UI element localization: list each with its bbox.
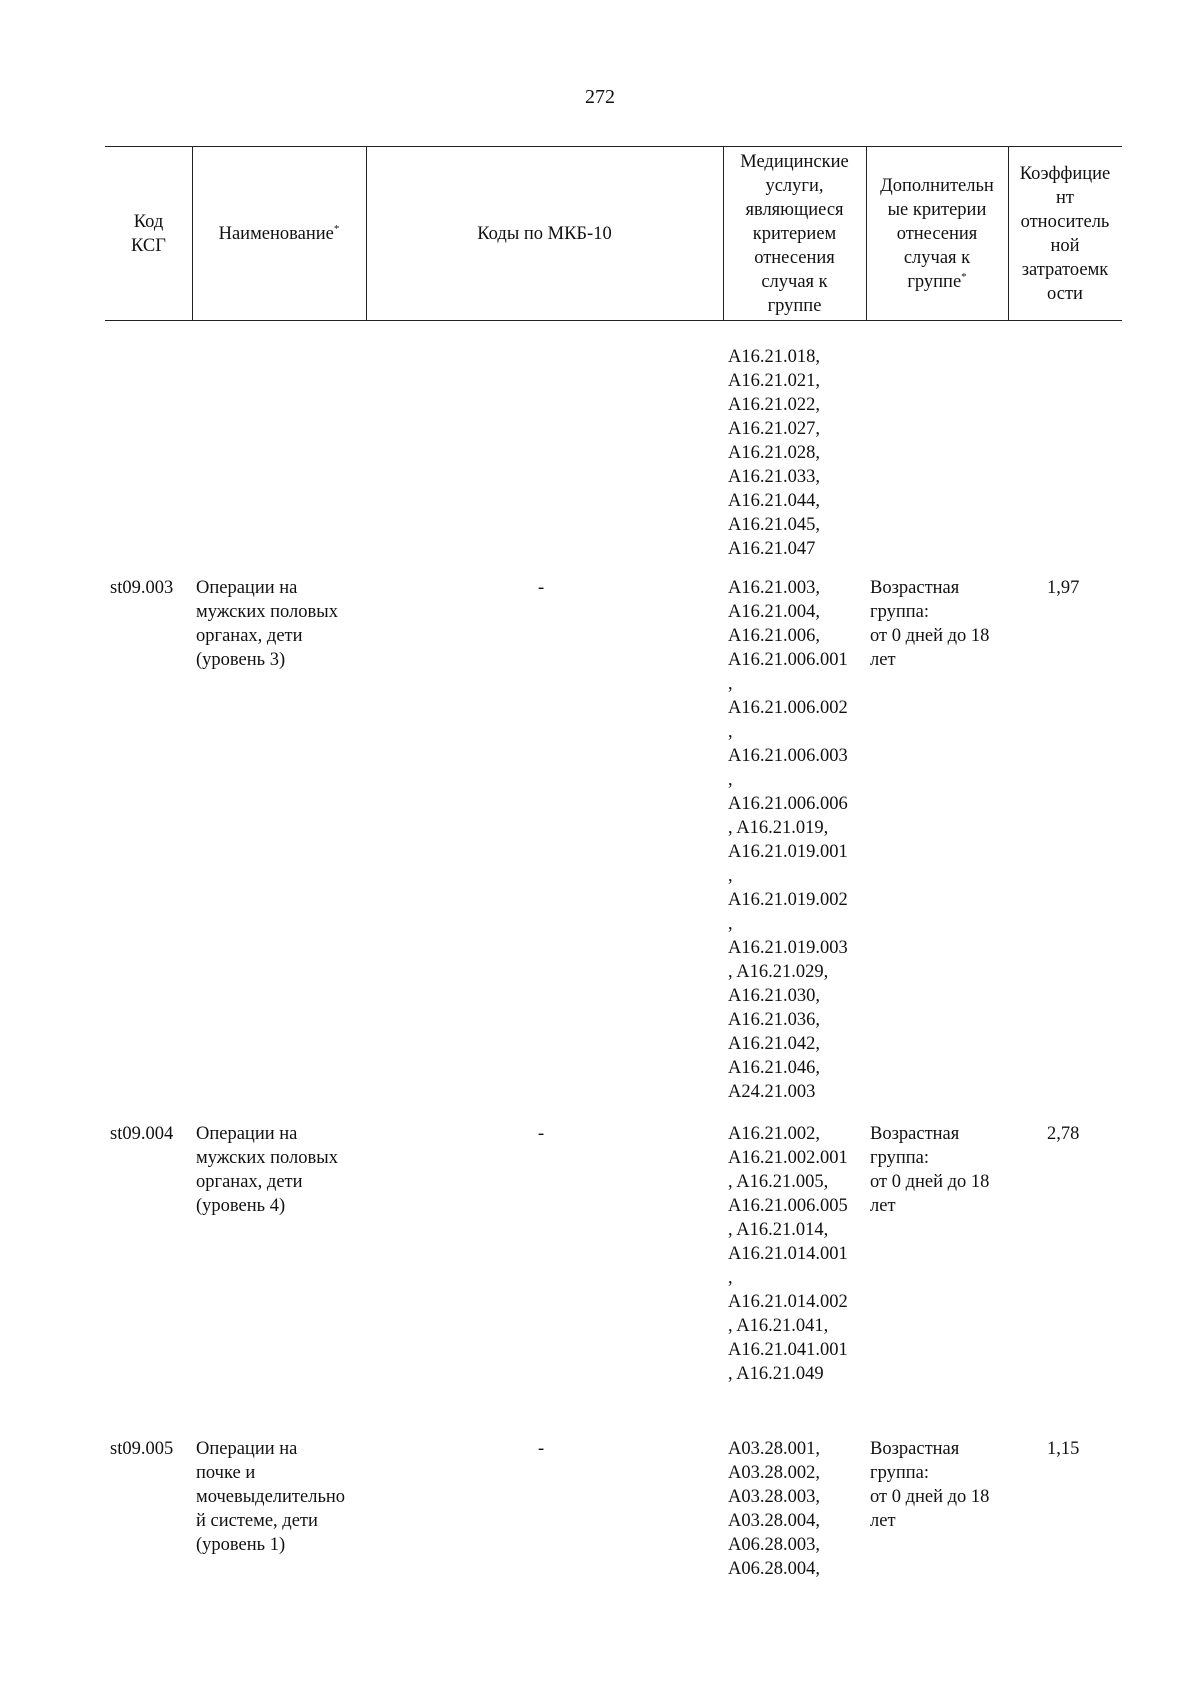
row-name: Операции на мужских половых органах, дети (уровень 4) xyxy=(196,1124,338,1216)
header-name-footnote-mark: * xyxy=(333,222,340,235)
row-criteria: Возрастная группа: от 0 дней до 18 лет xyxy=(870,1439,990,1531)
row-criteria: Возрастная группа: от 0 дней до 18 лет xyxy=(870,1124,990,1216)
row-services: A03.28.001, A03.28.002, A03.28.003, A03.28.004, A06.28.003, A06.28.004, xyxy=(728,1439,820,1579)
row-icd: - xyxy=(538,1439,545,1459)
header-coefficient-label: Коэффицие нт относитель ной затратоемк ости xyxy=(1019,163,1111,304)
header-coefficient xyxy=(1008,147,1122,320)
row-name: Операции на почке и мочевыделительно й системе, дети (уровень 1) xyxy=(196,1439,346,1555)
row-criteria: Возрастная группа: от 0 дней до 18 лет xyxy=(870,578,990,670)
row-icd: - xyxy=(538,1124,545,1144)
header-code xyxy=(105,147,192,320)
page-number: 272 xyxy=(585,86,615,108)
header-name-text: Наименование xyxy=(218,223,334,244)
table-header xyxy=(105,146,1122,321)
row-code: st09.003 xyxy=(110,578,174,598)
header-code-label: Код КСГ xyxy=(131,211,166,256)
continuation-services: A16.21.018, A16.21.021, A16.21.022, A16.21.027, A16.21.028, A16.21.033, A16.21.044, A16.21.045, A16.21.047 xyxy=(728,347,820,559)
row-code: st09.005 xyxy=(110,1439,174,1459)
row-code: st09.004 xyxy=(110,1124,174,1144)
header-criteria-label xyxy=(880,174,994,294)
header-services xyxy=(723,147,866,320)
header-criteria-footnote-mark: * xyxy=(961,270,967,283)
row-icd: - xyxy=(538,578,545,598)
header-icd xyxy=(366,147,723,320)
row-services: A16.21.003, A16.21.004, A16.21.006, A16.21.006.001 , A16.21.006.002 , A16.21.006.003 , A16.21.006.006 , A16.21.019, A16.21.019.001 , A16.21.019.002 , A16.21.019.003 , A16.21.029, A16.21.030, A16.21.036, A16.21.042, A16.21.046, A24.21.003 xyxy=(728,578,848,1102)
header-services-label: Медицинские услуги, являющиеся критерием отнесения случая к группе xyxy=(740,151,849,316)
row-coefficient: 2,78 xyxy=(1047,1124,1080,1144)
row-coefficient: 1,15 xyxy=(1047,1439,1080,1459)
header-icd-label: Коды по МКБ-10 xyxy=(477,223,612,244)
header-name xyxy=(192,147,366,320)
row-coefficient: 1,97 xyxy=(1047,578,1080,598)
header-name-label xyxy=(219,222,340,246)
row-name: Операции на мужских половых органах, дети (уровень 3) xyxy=(196,578,338,670)
header-criteria xyxy=(866,147,1008,320)
row-services: A16.21.002, A16.21.002.001 , A16.21.005, A16.21.006.005 , A16.21.014, A16.21.014.001 , A16.21.014.002 , A16.21.041, A16.21.041.001 , A16.21.049 xyxy=(728,1124,848,1384)
header-criteria-text: Дополнительн ые критерии отнесения случая к группе xyxy=(880,175,994,292)
